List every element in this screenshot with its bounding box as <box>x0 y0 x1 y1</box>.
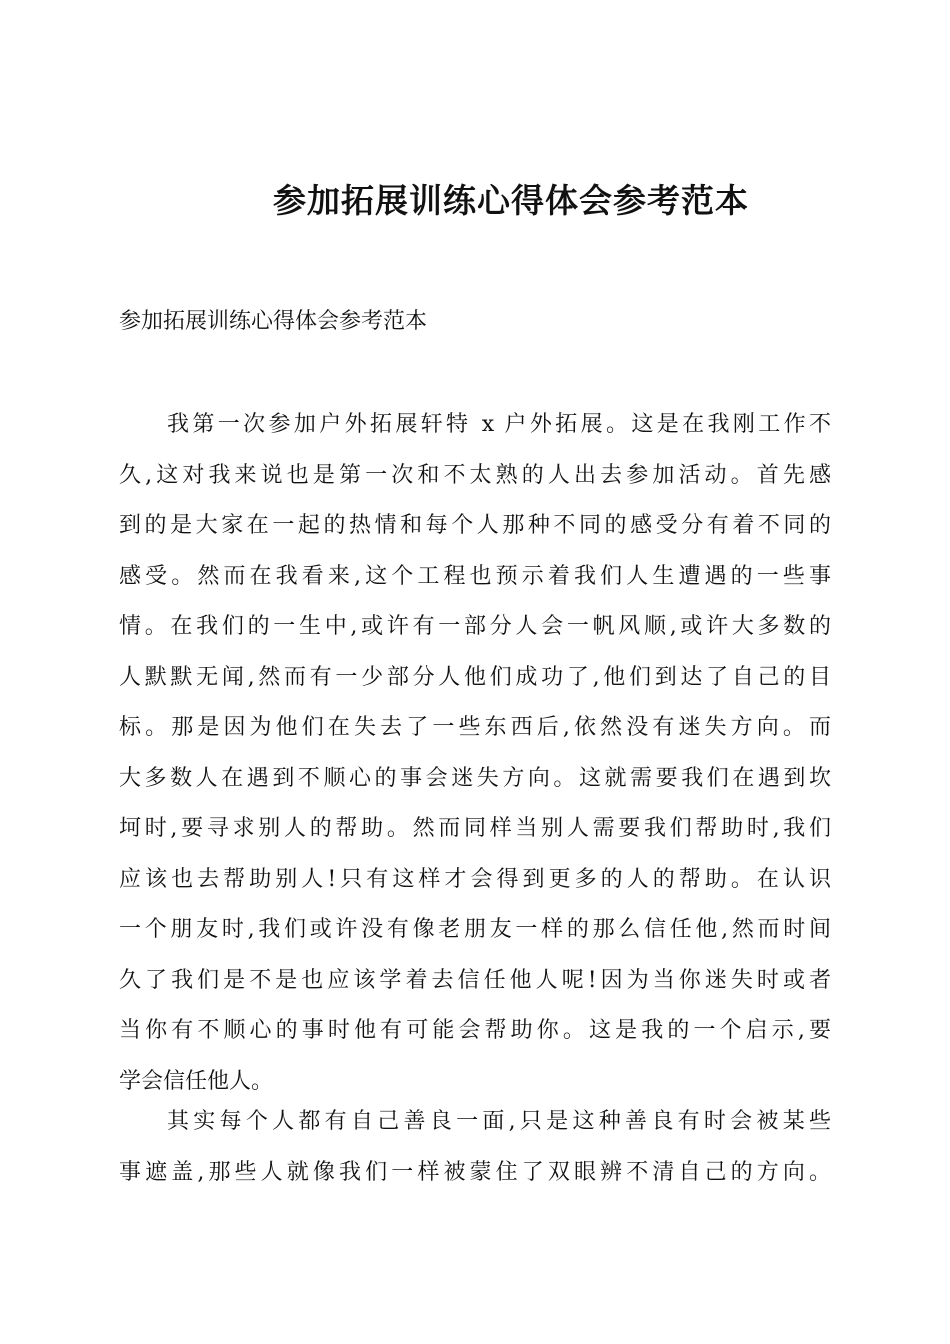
paragraph-line: 学会信任他人。 <box>119 1068 274 1094</box>
paragraph-line: 久了我们是不是也应该学着去信任他人呢!因为当你迷失时或者 <box>119 967 831 993</box>
paragraph-line: 到的是大家在一起的热情和每个人那种不同的感受分有着不同的 <box>119 513 831 538</box>
paragraph-line: 一个朋友时,我们或许没有像老朋友一样的那么信任他,然而时间 <box>119 917 831 942</box>
paragraph-line: 人默默无闻,然而有一少部分人他们成功了,他们到达了自己的目 <box>119 664 831 690</box>
paragraph-line: 事遮盖,那些人就像我们一样被蒙住了双眼辨不清自己的方向。 <box>119 1159 831 1185</box>
document-title: 参加拓展训练心得体会参考范本 <box>273 181 749 220</box>
paragraph-1 <box>119 400 831 1107</box>
document-subtitle: 参加拓展训练心得体会参考范本 <box>119 309 428 334</box>
paragraph-line: 情。在我们的一生中,或许有一部分人会一帆风顺,或许大多数的 <box>119 614 831 639</box>
paragraph-line: 我第一次参加户外拓展轩特 x 户外拓展。这是在我刚工作不 <box>167 412 831 437</box>
paragraph-line: 标。那是因为他们在失去了一些东西后,依然没有迷失方向。而 <box>119 715 831 740</box>
paragraph-line: 其实每个人都有自己善良一面,只是这种善良有时会被某些 <box>167 1109 831 1134</box>
paragraph-line: 当你有不顺心的事时他有可能会帮助你。这是我的一个启示,要 <box>119 1018 831 1043</box>
paragraph-line: 大多数人在遇到不顺心的事会迷失方向。这就需要我们在遇到坎 <box>119 765 831 791</box>
paragraph-2 <box>119 1097 831 1198</box>
paragraph-line: 感受。然而在我看来,这个工程也预示着我们人生遭遇的一些事 <box>119 563 831 589</box>
paragraph-line: 应该也去帮助别人!只有这样才会得到更多的人的帮助。在认识 <box>119 866 831 892</box>
paragraph-line: 久,这对我来说也是第一次和不太熟的人出去参加活动。首先感 <box>119 462 831 488</box>
paragraph-line: 坷时,要寻求别人的帮助。然而同样当别人需要我们帮助时,我们 <box>119 816 831 841</box>
